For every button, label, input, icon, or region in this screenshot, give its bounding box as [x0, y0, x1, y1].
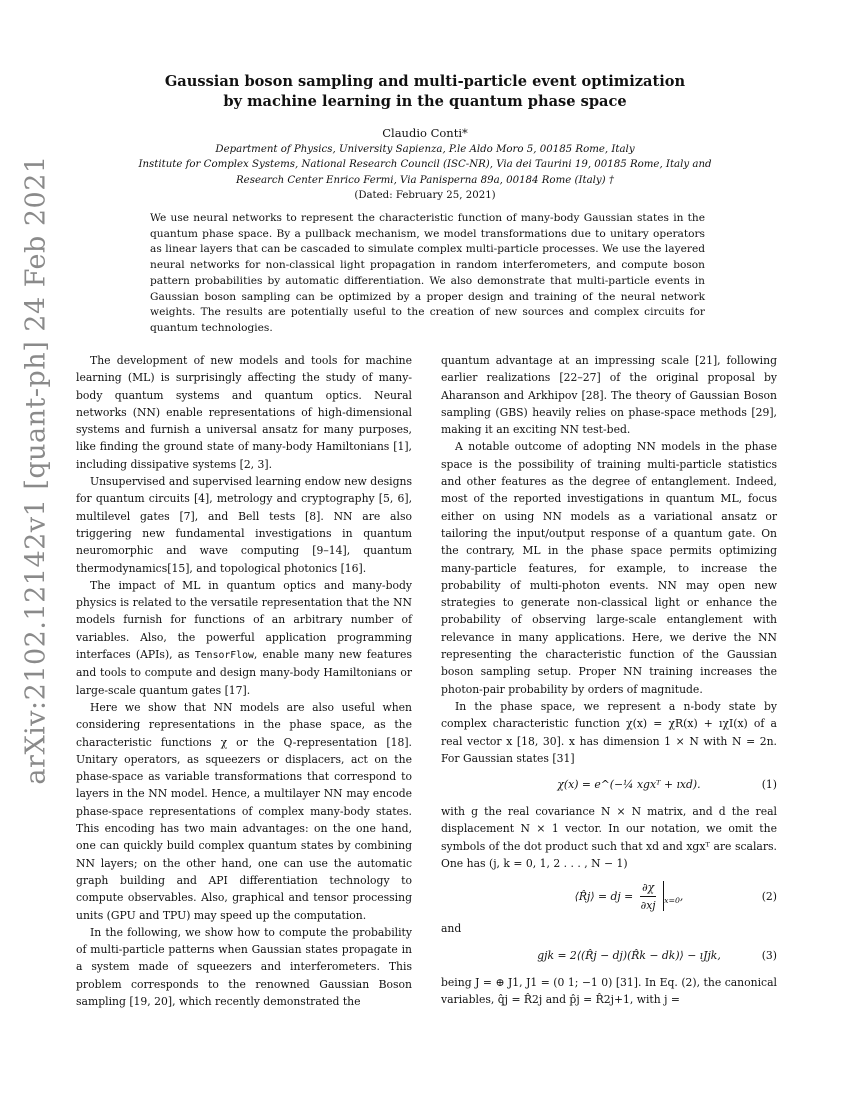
- author-name: Claudio Conti*: [382, 126, 468, 140]
- paragraph: quantum advantage at an impressing scale [21], following earlier realizations [22–27] of the original proposal by Aharanson and Arkhipov [28]. The theory of Gaussian Boson sampling (GBS) heavily relies on phase-space methods [29], making it an exciting NN test-bed.: [441, 354, 777, 437]
- fraction-denominator: ∂xj: [640, 898, 656, 912]
- left-column: [76, 352, 412, 1010]
- title-line-2: by machine learning in the quantum phase space: [223, 93, 627, 110]
- paragraph: Here we show that NN models are also useful when considering representations in the phase space, as the characteristic functions χ or the Q-representation [18]. Unitary operators, as squeezers or displacers, act on the phase-space as variable transformations that correspond to layers in the NN model. Hence, a multilayer NN may encode phase-space representations of complex many-body states. This encoding has two main advantages: on the one hand, one can quickly build complex quantum states by combining NN layers; on the other hand, one can use the automatic graph building and API differentiation technology to compute observables. Also, graphical and tensor processing units (GPU and TPU) may speed up the computation.: [76, 700, 412, 922]
- paragraph: In the following, we show how to compute the probability of multi-particle patterns when Gaussian states propagate in a system made of squeezers and interferometers. This problem corresponds to the renowned Gaussian Boson sampling [19, 20], which recently demonstrated the: [76, 925, 412, 1008]
- arxiv-sidebar: [16, 155, 56, 785]
- fraction-numerator: ∂χ: [640, 879, 656, 897]
- equation-2-number: (2): [761, 889, 777, 903]
- equation-3-number: (3): [761, 948, 777, 962]
- equation-2-body: [535, 879, 684, 915]
- paragraph: A notable outcome of adopting NN models in the phase space is the possibility of training multi-particle statistics and other features as the degree of entanglement. Indeed, most of the reported investigations in quantum ML, focus either on using NN models as a variational ansatz or tailoring the input/output response of a quantum gate. On the contrary, ML in the phase space permits optimizing many-particle features, for example, to increase the probability of multi-photon events. NN may open new strategies to generate non-classical light or enhance the probability of observing large-scale entanglement with relevance in many applications. Here, we derive the NN representing the characteristic function of the Gaussian boson sampling setup. Proper NN training increases the photon-pair probability by orders of magnitude.: [441, 440, 777, 696]
- equation-2-lhs: ⟨R̂j⟩ = dj =: [574, 889, 637, 903]
- paragraph: with g the real covariance N × N matrix, and d the real displacement N × 1 vector. In our notation, we omit the symbols of the dot product such that xd and xgxᵀ are scalars. One has (j, k = 0, 1, 2 . . . , N − 1): [441, 805, 777, 871]
- equation-2-tail: ,: [679, 889, 684, 903]
- text-run: The impact of ML in quantum optics and many-body physics is related to the versatile representation that the NN models furnish for functions of an arbitrary number of variables. Also, the powerful application programming interfaces (APIs), as: [76, 578, 412, 662]
- right-column: [441, 352, 777, 1008]
- dated-line: (Dated: February 25, 2021): [354, 190, 496, 202]
- paragraph: [76, 577, 412, 699]
- arxiv-identifier: arXiv:2102.12142v1 [quant-ph] 24 Feb 2021: [20, 155, 52, 785]
- equation-1: [441, 767, 777, 803]
- paragraph: The development of new models and tools for machine learning (ML) is surprisingly affecting the study of many-body quantum systems and quantum optics. Neural networks (NN) enable representations of high-dimensional systems and furnish a universal ansatz for many purposes, like finding the ground state of many-body Hamiltonians [1], including dissipative systems [2, 3].: [76, 354, 412, 471]
- equation-2: [441, 872, 777, 920]
- code-tensorflow: TensorFlow: [194, 650, 254, 662]
- evaluation-point: x=0: [664, 895, 680, 905]
- text-run: , enable many new features and tools to compute and design many-body Hamiltonians or large-scale quantum gates [17].: [76, 648, 412, 697]
- affiliation-3: Research Center Enrico Fermi, Via Panisperna 89a, 00184 Rome (Italy) †: [236, 174, 614, 186]
- abstract: We use neural networks to represent the characteristic function of many-body Gaussian states in the quantum phase space. By a pullback mechanism, we model transformations due to unitary operators as linear layers that can be cascaded to simulate complex multi-particle processes. We use the layered neural networks for non-classical light propagation in random interferometers, and compute boson pattern probabilities by automatic differentiation. We also demonstrate that multi-particle events in Gaussian boson sampling can be optimized by a proper design and training of the neural network weights. The results are potentially useful to the creation of new sources and complex circuits for quantum technologies.: [150, 212, 705, 334]
- paragraph: In the phase space, we represent a n-body state by complex characteristic function χ(x) = χR(x) + ıχI(x) of a real vector x [18, 30]. x has dimension 1 × N with N = 2n. For Gaussian states [31]: [441, 699, 777, 765]
- paragraph: and: [441, 922, 462, 936]
- equation-1-number: (1): [761, 778, 777, 792]
- equation-1-body: χ(x) = e^(−¼ xgxᵀ + ıxd).: [557, 778, 701, 792]
- equation-2-fraction: [639, 879, 658, 915]
- paper-title: [120, 72, 730, 112]
- equation-3-body: gjk = 2⟨(R̂j − dj)(R̂k − dk)⟩ − ıJjk,: [537, 948, 721, 962]
- affiliation-2: Institute for Complex Systems, National Research Council (ISC-NR), Via dei Taurini 19, 00185 Rome, Italy and: [138, 159, 712, 171]
- paragraph: Unsupervised and supervised learning endow new designs for quantum circuits [4], metrology and cryptography [5, 6], multilevel gates [7], and Bell tests [8]. NN are also triggering new fundamental investigations in quantum neuromorphic and wave computing [9–14], quantum thermodynamics[15], and topological photonics [16].: [76, 475, 412, 575]
- paragraph: being J = ⊕ J1, J1 = (0 1; −1 0) [31]. In Eq. (2), the canonical variables, q̂j = R̂2j and p̂j = R̂2j+1, with j =: [441, 975, 777, 1006]
- affiliations: [40, 142, 810, 204]
- affiliation-1: Department of Physics, University Sapienza, P.le Aldo Moro 5, 00185 Rome, Italy: [215, 144, 635, 155]
- equation-3: [441, 938, 777, 974]
- title-line-1: Gaussian boson sampling and multi-particle event optimization: [164, 73, 686, 90]
